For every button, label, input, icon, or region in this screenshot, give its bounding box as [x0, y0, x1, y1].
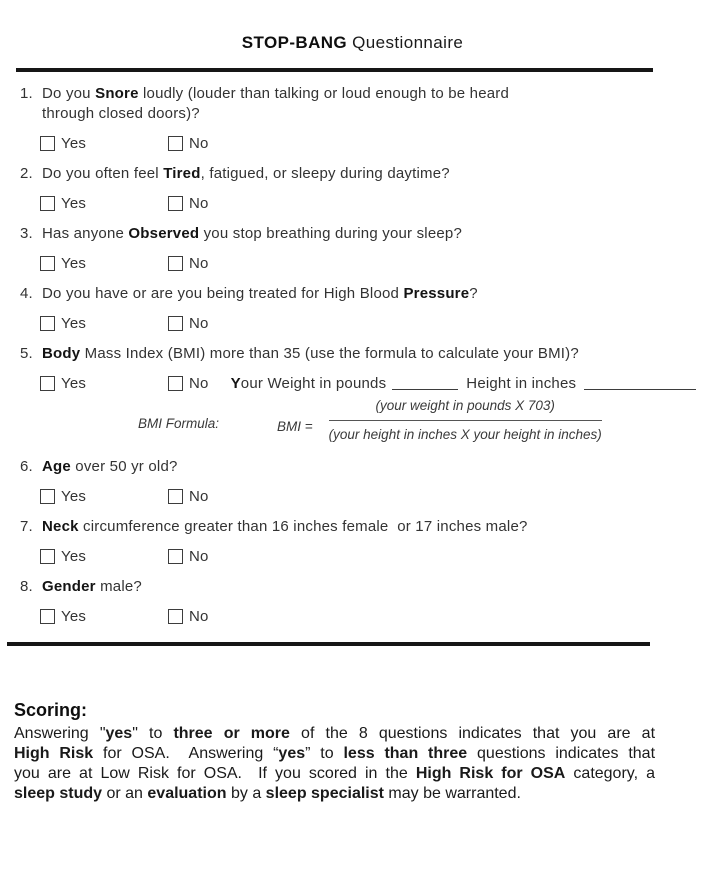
question-keyword: Tired — [163, 165, 201, 182]
question-5 — [0, 344, 705, 443]
no-label: No — [189, 314, 209, 332]
bmi-formula-label: BMI Formula: — [138, 416, 220, 431]
no-label: No — [189, 134, 209, 152]
question-keyword: Body — [42, 345, 81, 362]
no-checkbox[interactable] — [168, 196, 183, 211]
scoring-text: of the 8 questions indicates that you are at — [289, 725, 656, 742]
page-title — [0, 33, 705, 53]
question-5-yes-option[interactable] — [40, 375, 168, 392]
question-text-post: circumference greater than 16 inches female or 17 inches male? — [78, 518, 528, 535]
question-text-post: male? — [95, 578, 142, 595]
no-label: No — [189, 607, 209, 625]
question-text-post: ? — [469, 285, 478, 302]
scoring-section — [14, 699, 655, 804]
question-text-post: over 50 yr old? — [70, 458, 178, 475]
scoring-text-bold: yes — [105, 725, 133, 742]
question-number: 2. — [20, 165, 33, 182]
weight-label-initial: Y — [230, 374, 241, 392]
question-text — [42, 457, 178, 477]
no-label: No — [189, 487, 209, 505]
question-7 — [0, 517, 705, 566]
no-label: No — [189, 194, 209, 212]
question-text-pre: Has anyone — [42, 225, 129, 242]
question-6-no-option[interactable] — [168, 488, 209, 505]
yes-checkbox[interactable] — [40, 609, 55, 624]
question-1 — [0, 84, 705, 153]
no-label: No — [189, 547, 209, 565]
question-text — [42, 284, 478, 304]
question-2-options — [0, 193, 705, 213]
question-5-options — [0, 373, 705, 393]
scoring-line-2 — [14, 744, 655, 764]
question-8 — [0, 577, 705, 626]
question-text — [42, 164, 450, 184]
question-number: 6. — [20, 458, 33, 475]
no-checkbox[interactable] — [168, 376, 183, 391]
question-keyword: Observed — [128, 225, 200, 242]
height-field[interactable] — [584, 376, 696, 390]
question-1-no-option[interactable] — [168, 135, 209, 152]
scoring-line-4 — [14, 784, 655, 804]
question-number: 4. — [20, 285, 33, 302]
yes-label: Yes — [61, 314, 87, 332]
question-4-options — [0, 313, 705, 333]
question-3-options — [0, 253, 705, 273]
question-1-options — [0, 133, 705, 153]
scoring-text: you are at Low Risk for OSA. If you scored in the — [14, 765, 416, 782]
question-text-post: , fatigued, or sleepy during daytime? — [200, 165, 450, 182]
yes-label: Yes — [61, 254, 87, 272]
question-number: 7. — [20, 518, 33, 535]
question-7-no-option[interactable] — [168, 548, 209, 565]
bmi-numerator: (your weight in pounds X 703) — [329, 397, 602, 421]
question-text-pre: Do you have or are you being treated for High Blood — [42, 285, 404, 302]
scoring-text-bold: sleep study — [14, 785, 103, 802]
question-7-yes-option[interactable] — [40, 548, 168, 565]
question-text — [42, 84, 554, 124]
scoring-line-3 — [14, 764, 655, 784]
scoring-text-bold: less than three — [343, 745, 468, 762]
question-8-options — [0, 606, 705, 626]
scoring-text-bold: sleep specialist — [265, 785, 384, 802]
yes-label: Yes — [61, 547, 87, 565]
question-7-options — [0, 546, 705, 566]
question-8-yes-option[interactable] — [40, 608, 168, 625]
question-text-pre: Do you — [42, 85, 96, 102]
scoring-text: category, a — [565, 765, 656, 782]
weight-field[interactable] — [392, 376, 458, 390]
yes-label: Yes — [61, 374, 87, 392]
scoring-text: by a — [226, 785, 266, 802]
height-label: Height in inches — [466, 374, 577, 392]
question-keyword: Age — [42, 458, 71, 475]
question-text-post: loudly (louder than talking or loud enough to be heard through closed doors)? — [42, 85, 514, 122]
bmi-denominator: (your height in inches X your height in inches) — [328, 427, 602, 442]
question-4 — [0, 284, 705, 333]
yes-checkbox[interactable] — [40, 376, 55, 391]
question-number: 5. — [20, 345, 33, 362]
yes-checkbox[interactable] — [40, 136, 55, 151]
bmi-fraction — [329, 397, 602, 443]
question-text — [42, 517, 528, 537]
bottom-divider — [7, 642, 650, 646]
question-number: 3. — [20, 225, 33, 242]
question-2-yes-option[interactable] — [40, 195, 168, 212]
no-checkbox[interactable] — [168, 489, 183, 504]
question-text — [42, 224, 462, 244]
bmi-formula — [138, 397, 705, 443]
yes-label: Yes — [61, 194, 87, 212]
scoring-text-bold: evaluation — [147, 785, 227, 802]
yes-label: Yes — [61, 487, 87, 505]
no-checkbox[interactable] — [168, 549, 183, 564]
yes-checkbox[interactable] — [40, 549, 55, 564]
yes-checkbox[interactable] — [40, 489, 55, 504]
question-text — [42, 344, 579, 364]
yes-checkbox[interactable] — [40, 196, 55, 211]
question-4-yes-option[interactable] — [40, 315, 168, 332]
scoring-text-bold: High Risk for OSA — [415, 765, 566, 782]
scoring-text-bold: three or more — [173, 725, 290, 742]
yes-checkbox[interactable] — [40, 256, 55, 271]
question-2 — [0, 164, 705, 213]
yes-label: Yes — [61, 607, 87, 625]
question-5-no-option[interactable] — [168, 375, 209, 392]
question-number: 8. — [20, 578, 33, 595]
question-keyword: Gender — [42, 578, 96, 595]
question-6-options — [0, 486, 705, 506]
weight-label-rest: our Weight in pounds — [240, 374, 387, 392]
scoring-text-bold: yes — [278, 745, 306, 762]
question-keyword: Snore — [95, 85, 139, 102]
no-label: No — [189, 254, 209, 272]
question-text-post: you stop breathing during your sleep? — [199, 225, 463, 242]
question-text-post: Mass Index (BMI) more than 35 (use the formula to calculate your BMI)? — [80, 345, 579, 362]
bmi-equation-lhs: BMI = — [277, 419, 313, 434]
page-title-bold: STOP-BANG — [241, 33, 348, 52]
yes-checkbox[interactable] — [40, 316, 55, 331]
question-text — [42, 577, 142, 597]
weight-label — [231, 375, 387, 392]
no-checkbox[interactable] — [168, 316, 183, 331]
scoring-text: ” to — [305, 745, 344, 762]
question-2-no-option[interactable] — [168, 195, 209, 212]
question-3-no-option[interactable] — [168, 255, 209, 272]
scoring-heading: Scoring: — [14, 700, 88, 720]
no-checkbox[interactable] — [168, 609, 183, 624]
scoring-text: " to — [132, 725, 174, 742]
scoring-text: for OSA. Answering “ — [93, 745, 279, 762]
scoring-text: questions indicates that — [467, 745, 656, 762]
question-number: 1. — [20, 85, 33, 102]
question-6 — [0, 457, 705, 506]
no-checkbox[interactable] — [168, 256, 183, 271]
question-3 — [0, 224, 705, 273]
scoring-text: may be warranted. — [383, 785, 521, 802]
no-label: No — [189, 374, 209, 392]
question-keyword: Pressure — [403, 285, 470, 302]
page-title-regular: Questionnaire — [347, 33, 464, 52]
question-1-yes-option[interactable] — [40, 135, 168, 152]
question-keyword: Neck — [42, 518, 79, 535]
question-list — [0, 84, 705, 626]
scoring-text: Answering " — [14, 725, 106, 742]
top-divider — [16, 68, 653, 72]
scoring-text: or an — [102, 785, 148, 802]
question-6-yes-option[interactable] — [40, 488, 168, 505]
no-checkbox[interactable] — [168, 136, 183, 151]
question-text-pre: Do you often feel — [42, 165, 164, 182]
question-4-no-option[interactable] — [168, 315, 209, 332]
yes-label: Yes — [61, 134, 87, 152]
scoring-text-bold: High Risk — [14, 745, 94, 762]
question-8-no-option[interactable] — [168, 608, 209, 625]
question-3-yes-option[interactable] — [40, 255, 168, 272]
scoring-line-1 — [14, 724, 655, 744]
